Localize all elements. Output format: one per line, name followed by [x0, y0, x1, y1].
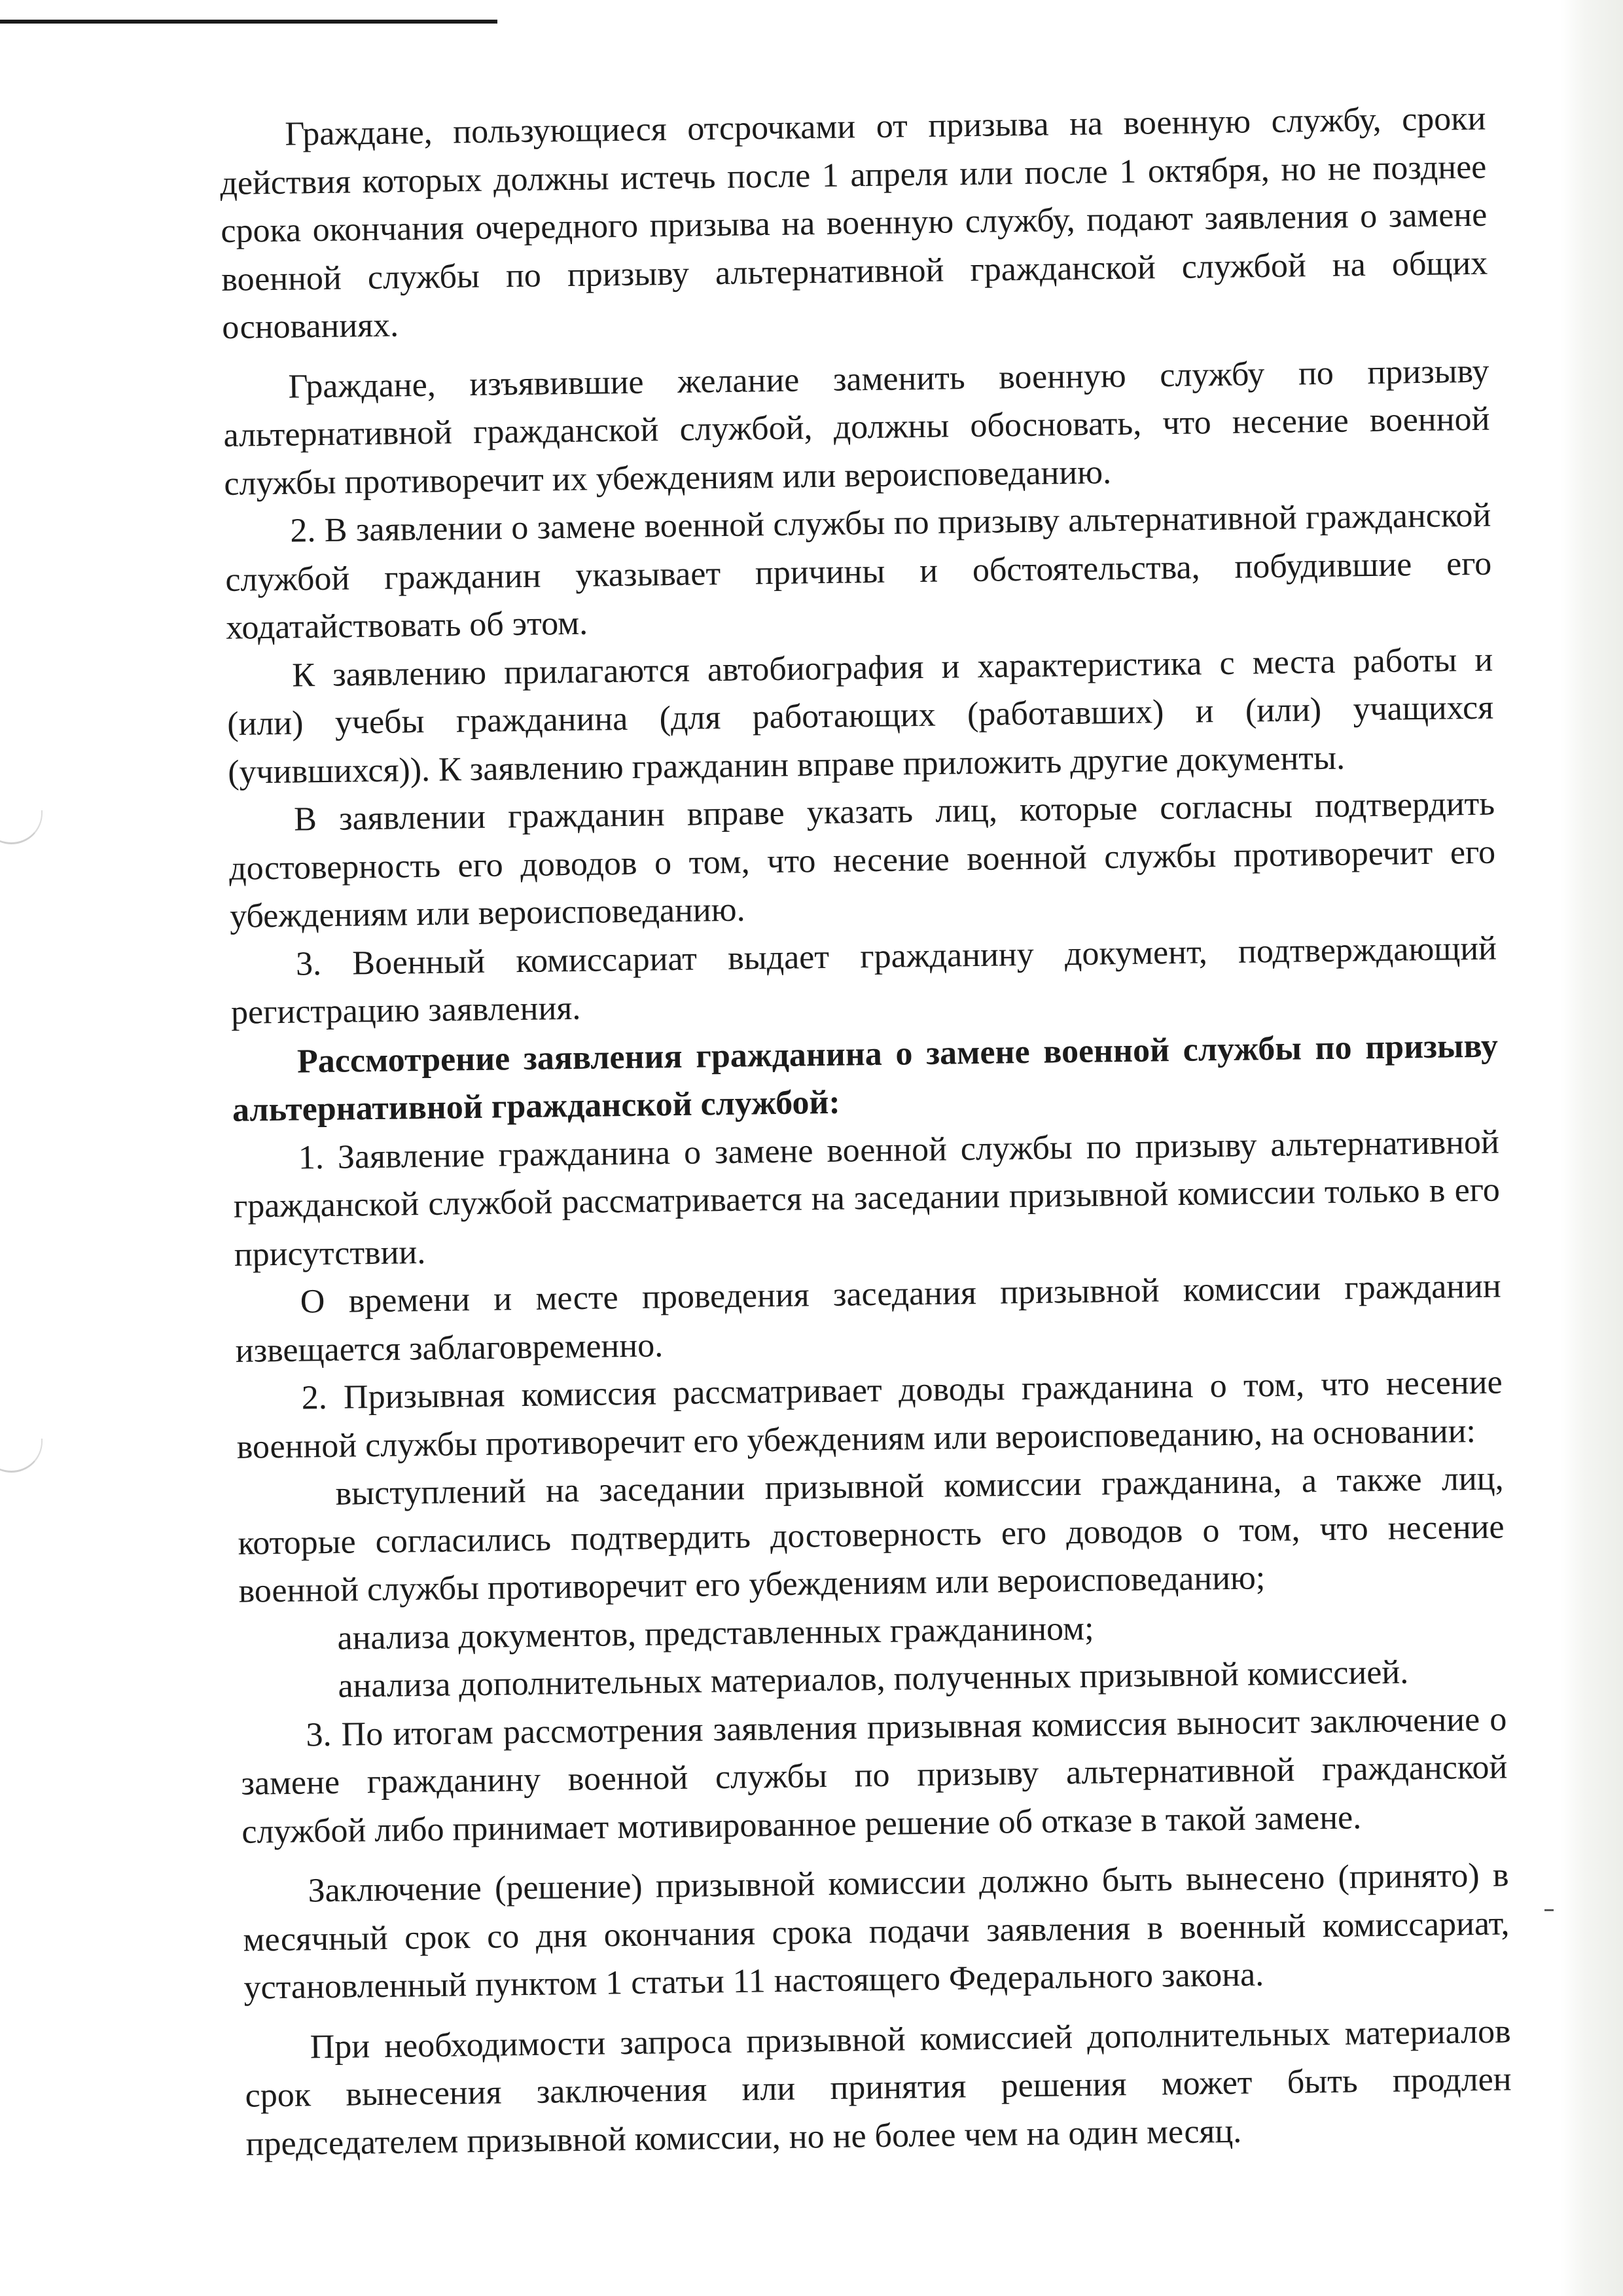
paragraph-review-presence: 1. Заявление гражданина о замене военной службы по призыву альтернативной гражданской службой рассматривается на заседании призывной комиссии только в его присутствии. — [233, 1123, 1501, 1274]
paragraph-review-basis: 2. Призывная комиссия рассматривает доводы гражданина о том, что несение военной службы противоречит его убеждениям или вероисповеданию, на основании: — [236, 1363, 1503, 1466]
punch-hole-upper — [0, 810, 43, 844]
paragraph-registration: 3. Военный комиссариат выдает гражданину документ, подтверждающий регистрацию заявления. — [230, 929, 1497, 1031]
paragraph-application-reasons: 2. В заявлении о замене военной службы по призыву альтернативной гражданской службой гражданин указывает причины и обстоятельства, побудившие его ходатайствовать об этом. — [224, 496, 1492, 647]
ground-item-materials: анализа дополнительных материалов, полученных призывной комиссией. — [338, 1653, 1409, 1705]
paragraph-conclusion: 3. По итогам рассмотрения заявления призывная комиссия выносит заключение о замене гражданину военной службы по призыву альтернативной гражданской службой либо принимает мотивированное решение об отказе в такой замене. — [241, 1700, 1508, 1851]
punch-hole-lower — [0, 1439, 43, 1473]
top-rule-line — [0, 20, 497, 24]
ground-item-documents: анализа документов, представленных гражданином; — [337, 1609, 1094, 1657]
paragraph-deferment: Граждане, пользующиеся отсрочками от призыва на военную службу, сроки действия которых должны истечь после 1 апреля или после 1 октября, но не позднее срока окончания очередного призыва на военную службу, подают заявления о замене военной службы по призыву альтернативной гражданской службой на общих основаниях. — [220, 99, 1488, 346]
paragraph-deadline: Заключение (решение) призывной комиссии должно быть вынесено (принято) в месячный срок со дня окончания срока подачи заявления в военный комиссариат, установленный пунктом 1 статьи 11 настоящего Федерального закона. — [243, 1856, 1510, 2007]
document-body — [219, 95, 1512, 2168]
paragraph-notification: О времени и месте проведения заседания призывной комиссии гражданин извещается заблаговременно. — [235, 1267, 1502, 1370]
margin-dash-mark — [1544, 1909, 1554, 1911]
paragraph-attachments: К заявлению прилагаются автобиография и характеристика с места работы и (или) учебы гражданина (для работающих (работавших) и (или) учащихся (учившихся)). К заявлению гражданин вправе приложить другие документы. — [226, 641, 1494, 791]
ground-item-speeches: выступлений на заседании призывной комиссии гражданина, а также лиц, которые согласились подтвердить достоверность его доводов о том, что несение военной службы противоречит его убеждениям или вероисповеданию; — [238, 1460, 1505, 1610]
scan-edge-shadow — [1561, 0, 1623, 2296]
paragraph-extension: При необходимости запроса призывной комиссией дополнительных материалов срок вынесения заключения или принятия решения может быть продлен председателем призывной комиссии, но не более чем на один месяц. — [245, 2012, 1512, 2163]
section-heading: Рассмотрение заявления гражданина о замене военной службы по призыву альтернативной гражданской службой: — [232, 1027, 1499, 1129]
paragraph-witnesses: В заявлении гражданин вправе указать лиц, которые согласны подтвердить достоверность его доводов о том, что несение военной службы противоречит его убеждениям или вероисповеданию. — [228, 785, 1496, 935]
paragraph-justification: Граждане, изъявившие желание заменить военную службу по призыву альтернативной гражданской службой, должны обосновать, что несение военной службы противоречит их убеждениям или вероисповеданию. — [223, 352, 1490, 503]
